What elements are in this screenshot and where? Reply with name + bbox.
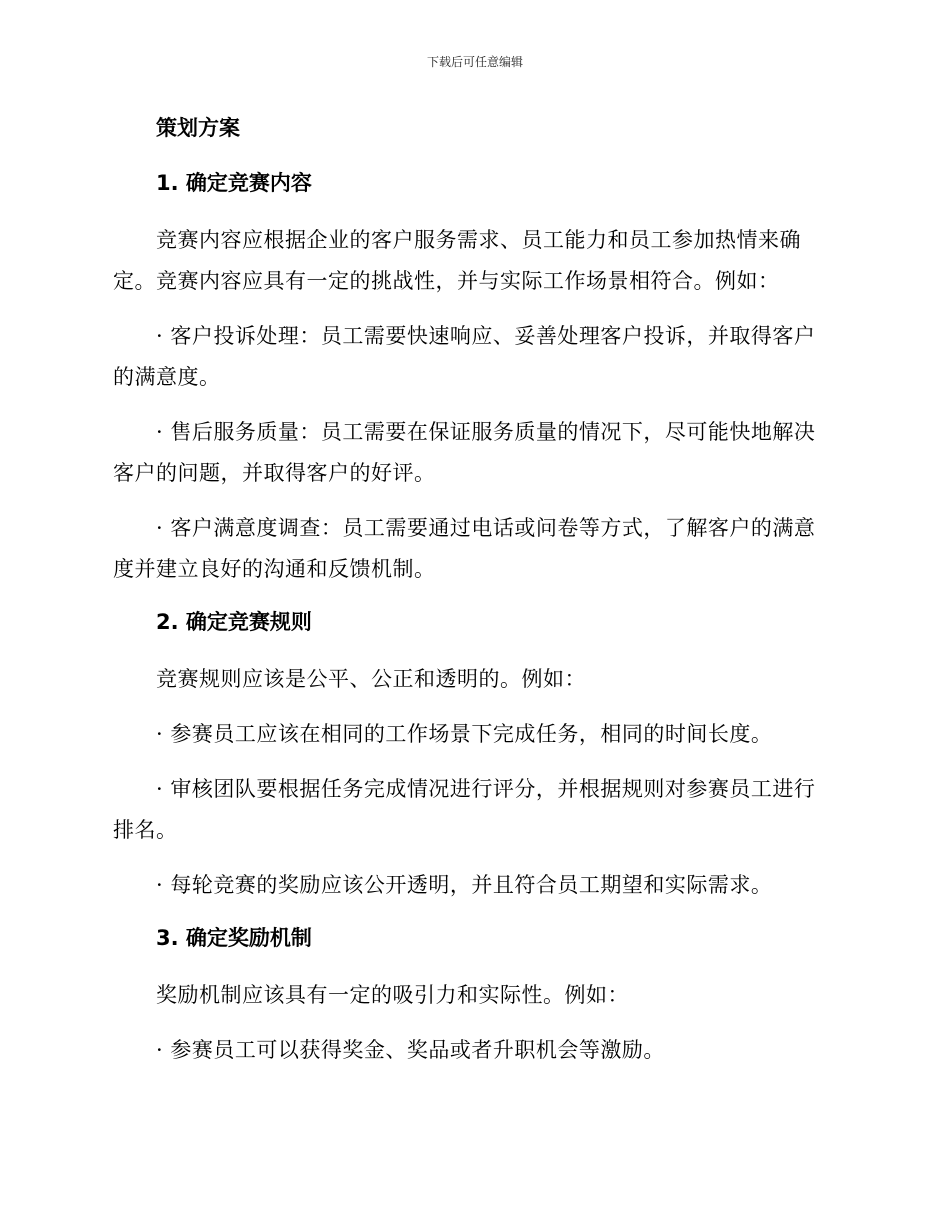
section-heading-1: 1. 确定竞赛内容 — [156, 171, 312, 195]
bullet-item: · 参赛员工可以获得奖金、奖品或者升职机会等激励。 — [156, 1038, 665, 1062]
bullet-item: · 售后服务质量：员工需要在保证服务质量的情况下，尽可能快地解决客户的问题，并取得客户的好评。 — [113, 420, 816, 485]
bullet-item: · 每轮竞赛的奖励应该公开透明，并且符合员工期望和实际需求。 — [156, 873, 773, 897]
section-title: 策划方案 — [156, 116, 240, 140]
page-header: 下载后可任意编辑 — [426, 55, 523, 69]
bullet-item: · 审核团队要根据任务完成情况进行评分，并根据规则对参赛员工进行排名。 — [113, 777, 816, 842]
section-heading-2: 2. 确定竞赛规则 — [156, 610, 312, 634]
paragraph: 奖励机制应该具有一定的吸引力和实际性。例如： — [156, 983, 629, 1007]
paragraph: 竞赛内容应根据企业的客户服务需求、员工能力和员工参加热情来确定。竞赛内容应具有一定的挑战性，并与实际工作场景相符合。例如： — [113, 228, 801, 293]
bullet-item: · 参赛员工应该在相同的工作场景下完成任务，相同的时间长度。 — [156, 722, 773, 746]
section-heading-3: 3. 确定奖励机制 — [156, 926, 312, 950]
paragraph: 竞赛规则应该是公平、公正和透明的。例如： — [156, 667, 586, 691]
bullet-item: · 客户投诉处理：员工需要快速响应、妥善处理客户投诉，并取得客户的满意度。 — [113, 324, 816, 389]
bullet-item: · 客户满意度调查：员工需要通过电话或问卷等方式，了解客户的满意度并建立良好的沟通和反馈机制。 — [113, 516, 816, 581]
document-body — [113, 110, 825, 1085]
